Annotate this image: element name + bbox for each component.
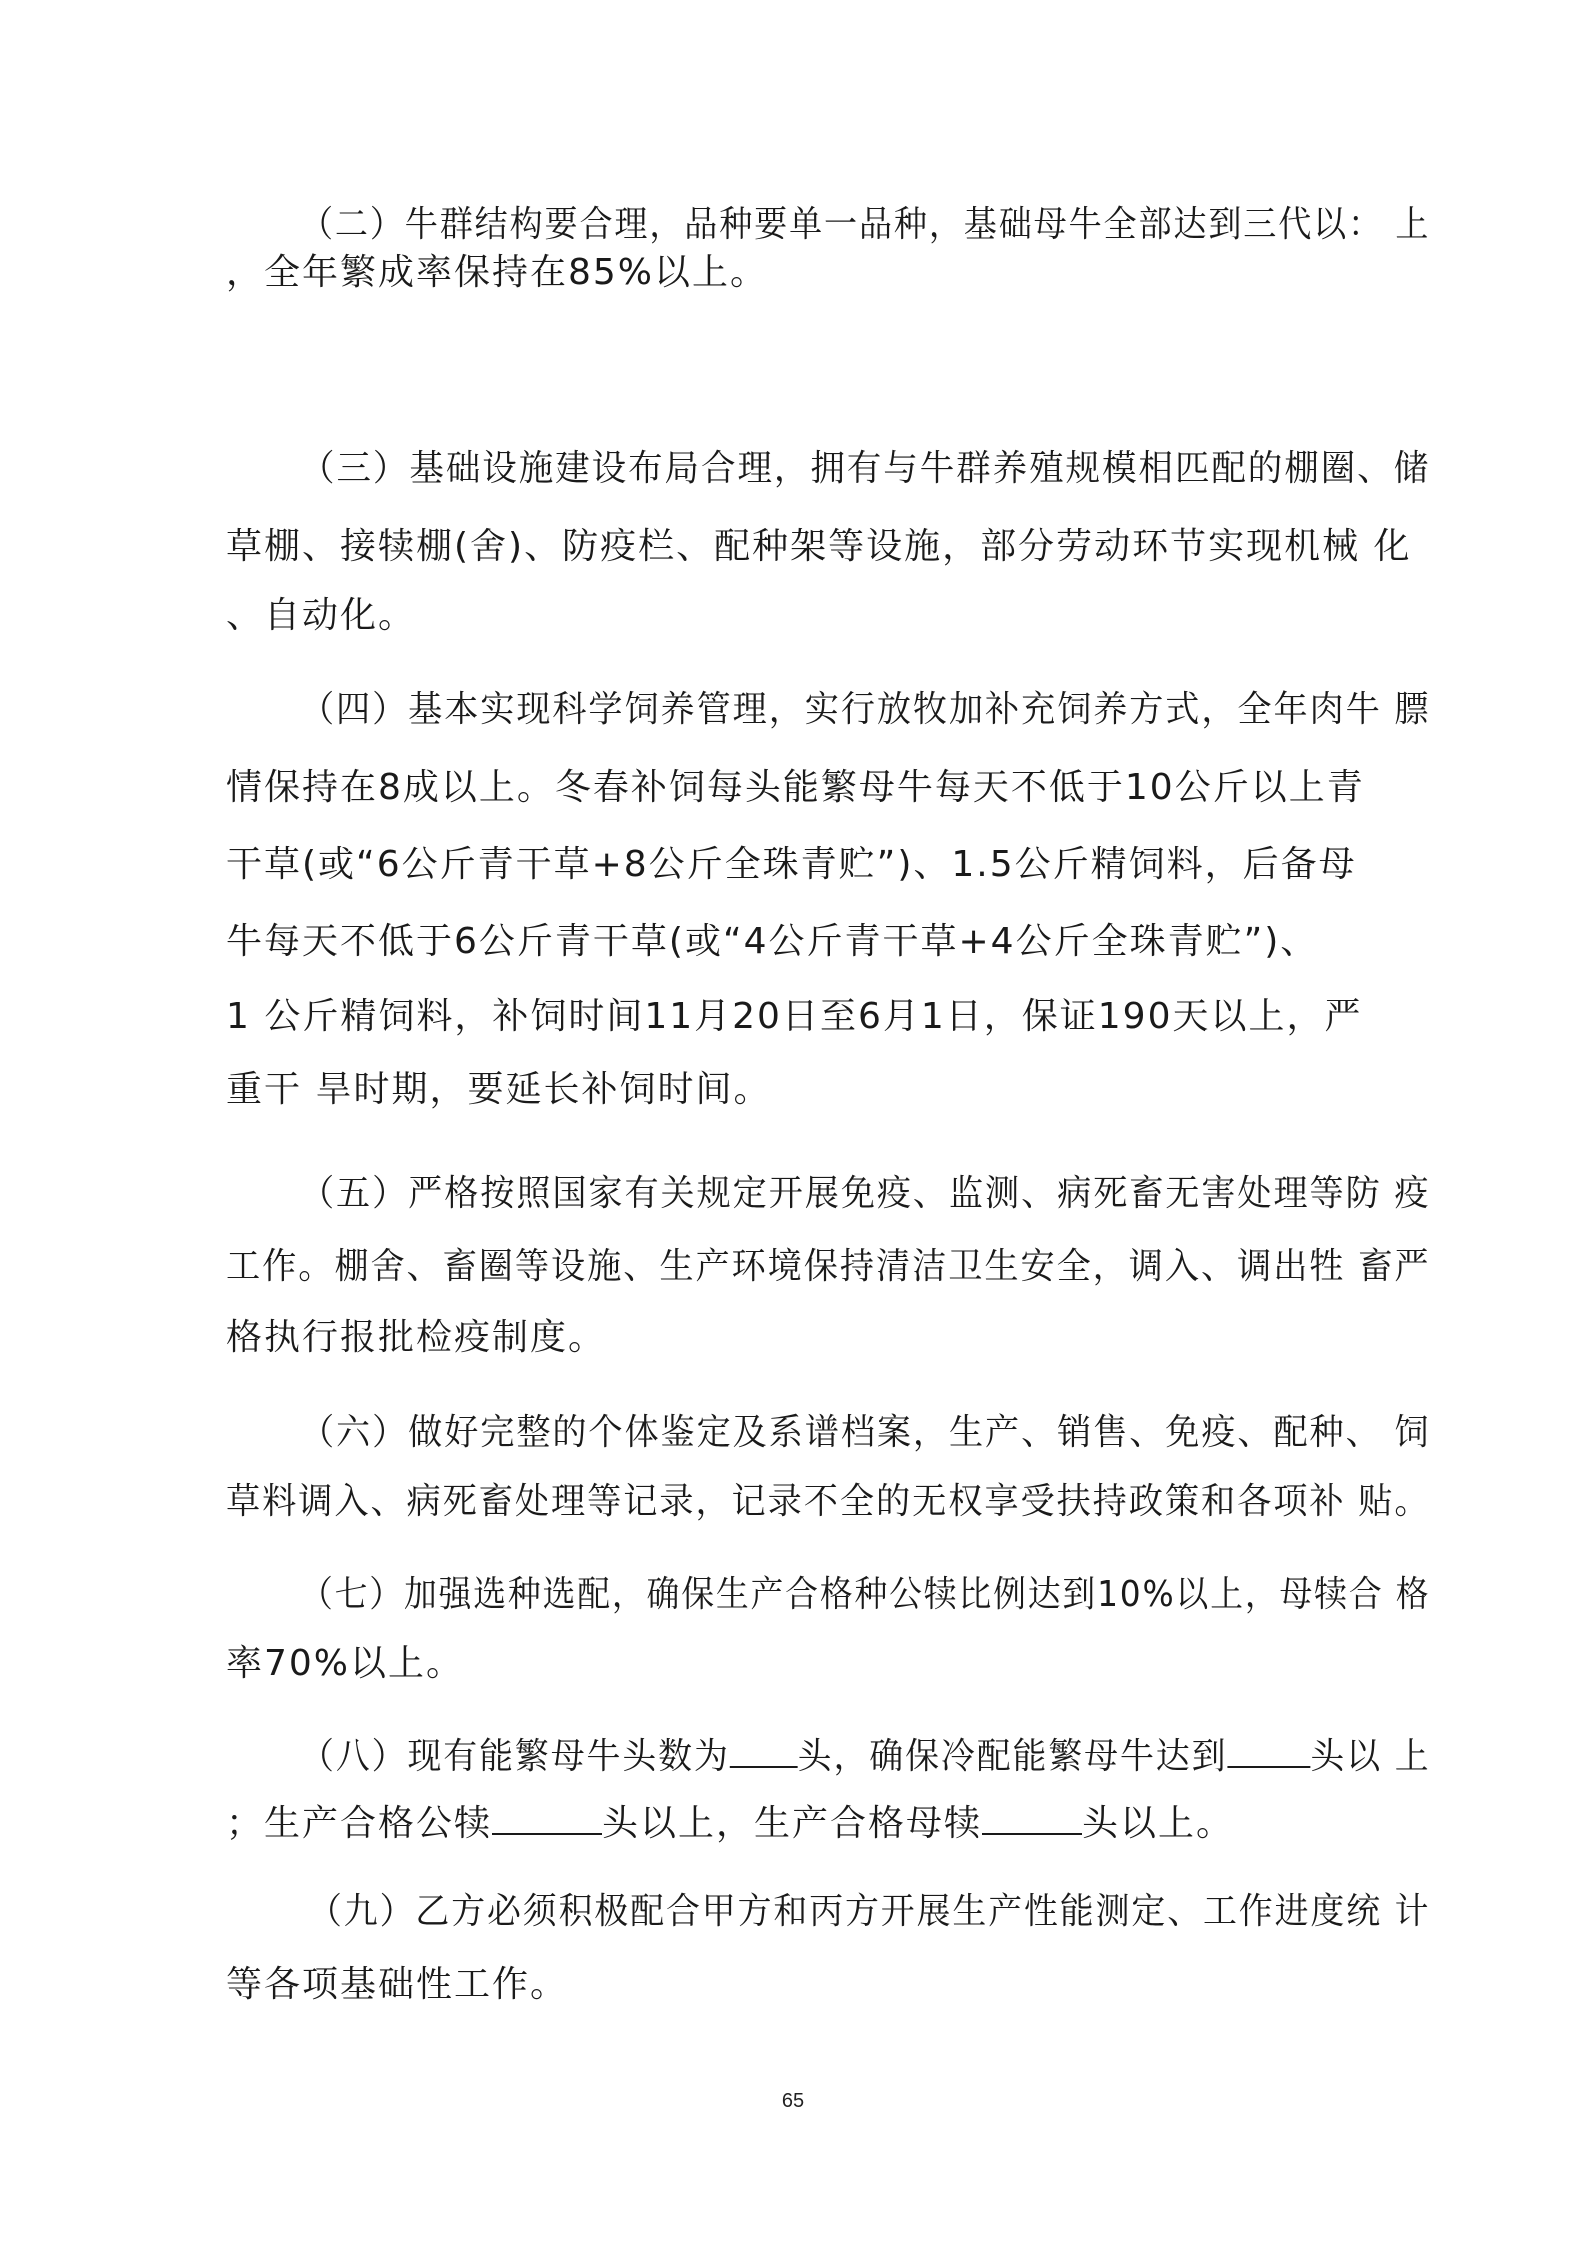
paragraph-9-line-2: 等各项基础性工作。 (226, 1964, 569, 2005)
paragraph-6-line-1: （六）做好完整的个体鉴定及系谱档案，生产、销售、免疫、配种、 饲 (300, 1412, 1431, 1453)
paragraph-8-text-d: ；生产合格公犊 (226, 1803, 493, 1844)
paragraph-4-line-3: 干草(或“6公斤青干草+8公斤全珠青贮”)、1.5公斤精饲料，后备母 (226, 844, 1357, 885)
paragraph-9-line-1: （九）乙方必须积极配合甲方和丙方开展生产性能测定、工作进度统 计 (308, 1891, 1431, 1932)
paragraph-8-text-b: 头，确保冷配能繁母牛达到 (797, 1736, 1228, 1777)
paragraph-5-line-3: 格执行报批检疫制度。 (226, 1317, 607, 1358)
paragraph-4-line-5: 1 公斤精饲料，补饲时间11月20日至6月1日，保证190天以上，严 (226, 996, 1363, 1037)
paragraph-4-line-6: 重干 旱时期，要延长补饲时间。 (226, 1069, 772, 1110)
paragraph-3-line-3: 、自动化。 (226, 595, 417, 636)
target-count-blank[interactable] (1227, 1736, 1310, 1768)
paragraph-8-text-f: 头以上。 (1082, 1803, 1235, 1844)
paragraph-2-line-2: ，全年繁成率保持在85%以上。 (226, 252, 769, 293)
paragraph-8-line-2 (226, 1802, 1234, 1846)
paragraph-2-line-1: （二）牛群结构要合理，品种要单一品种，基础母牛全部达到三代以： 上 (300, 204, 1431, 245)
paragraph-4-line-1: （四）基本实现科学饲养管理，实行放牧加补充饲养方式，全年肉牛 膘 (300, 689, 1431, 730)
paragraph-4-line-4: 牛每天不低于6公斤青干草(或“4公斤青干草+4公斤全珠青贮”)、 (226, 921, 1319, 962)
paragraph-3-line-2: 草棚、接犊棚(舍)、防疫栏、配种架等设施，部分劳动环节实现机械 化 (226, 526, 1412, 567)
paragraph-8-text-e: 头以上，生产合格母犊 (602, 1803, 983, 1844)
male-calf-blank[interactable] (492, 1803, 602, 1835)
page-number: 65 (781, 2090, 805, 2112)
paragraph-8-text-c: 头以 上 (1310, 1736, 1431, 1777)
paragraph-8-line-1 (300, 1735, 1431, 1779)
paragraph-7-line-1: （七）加强选种选配，确保生产合格种公犊比例达到10%以上，母犊合 格 (300, 1574, 1431, 1615)
paragraph-5-line-1: （五）严格按照国家有关规定开展免疫、监测、病死畜无害处理等防 疫 (300, 1173, 1431, 1214)
head-count-blank[interactable] (730, 1736, 798, 1768)
paragraph-3-line-1: （三）基础设施建设布局合理，拥有与牛群养殖规模相匹配的棚圈、储 (300, 448, 1431, 489)
paragraph-7-line-2: 率70%以上。 (226, 1643, 465, 1684)
female-calf-blank[interactable] (982, 1803, 1082, 1835)
paragraph-5-line-2: 工作。棚舍、畜圈等设施、生产环境保持清洁卫生安全，调入、调出牲 畜严 (226, 1246, 1431, 1287)
paragraph-8-text-a: （八）现有能繁母牛头数为 (300, 1736, 730, 1777)
paragraph-4-line-2: 情保持在8成以上。冬春补饲每头能繁母牛每天不低于10公斤以上青 (226, 767, 1365, 808)
paragraph-6-line-2: 草料调入、病死畜处理等记录，记录不全的无权享受扶持政策和各项补 贴。 (226, 1481, 1431, 1522)
